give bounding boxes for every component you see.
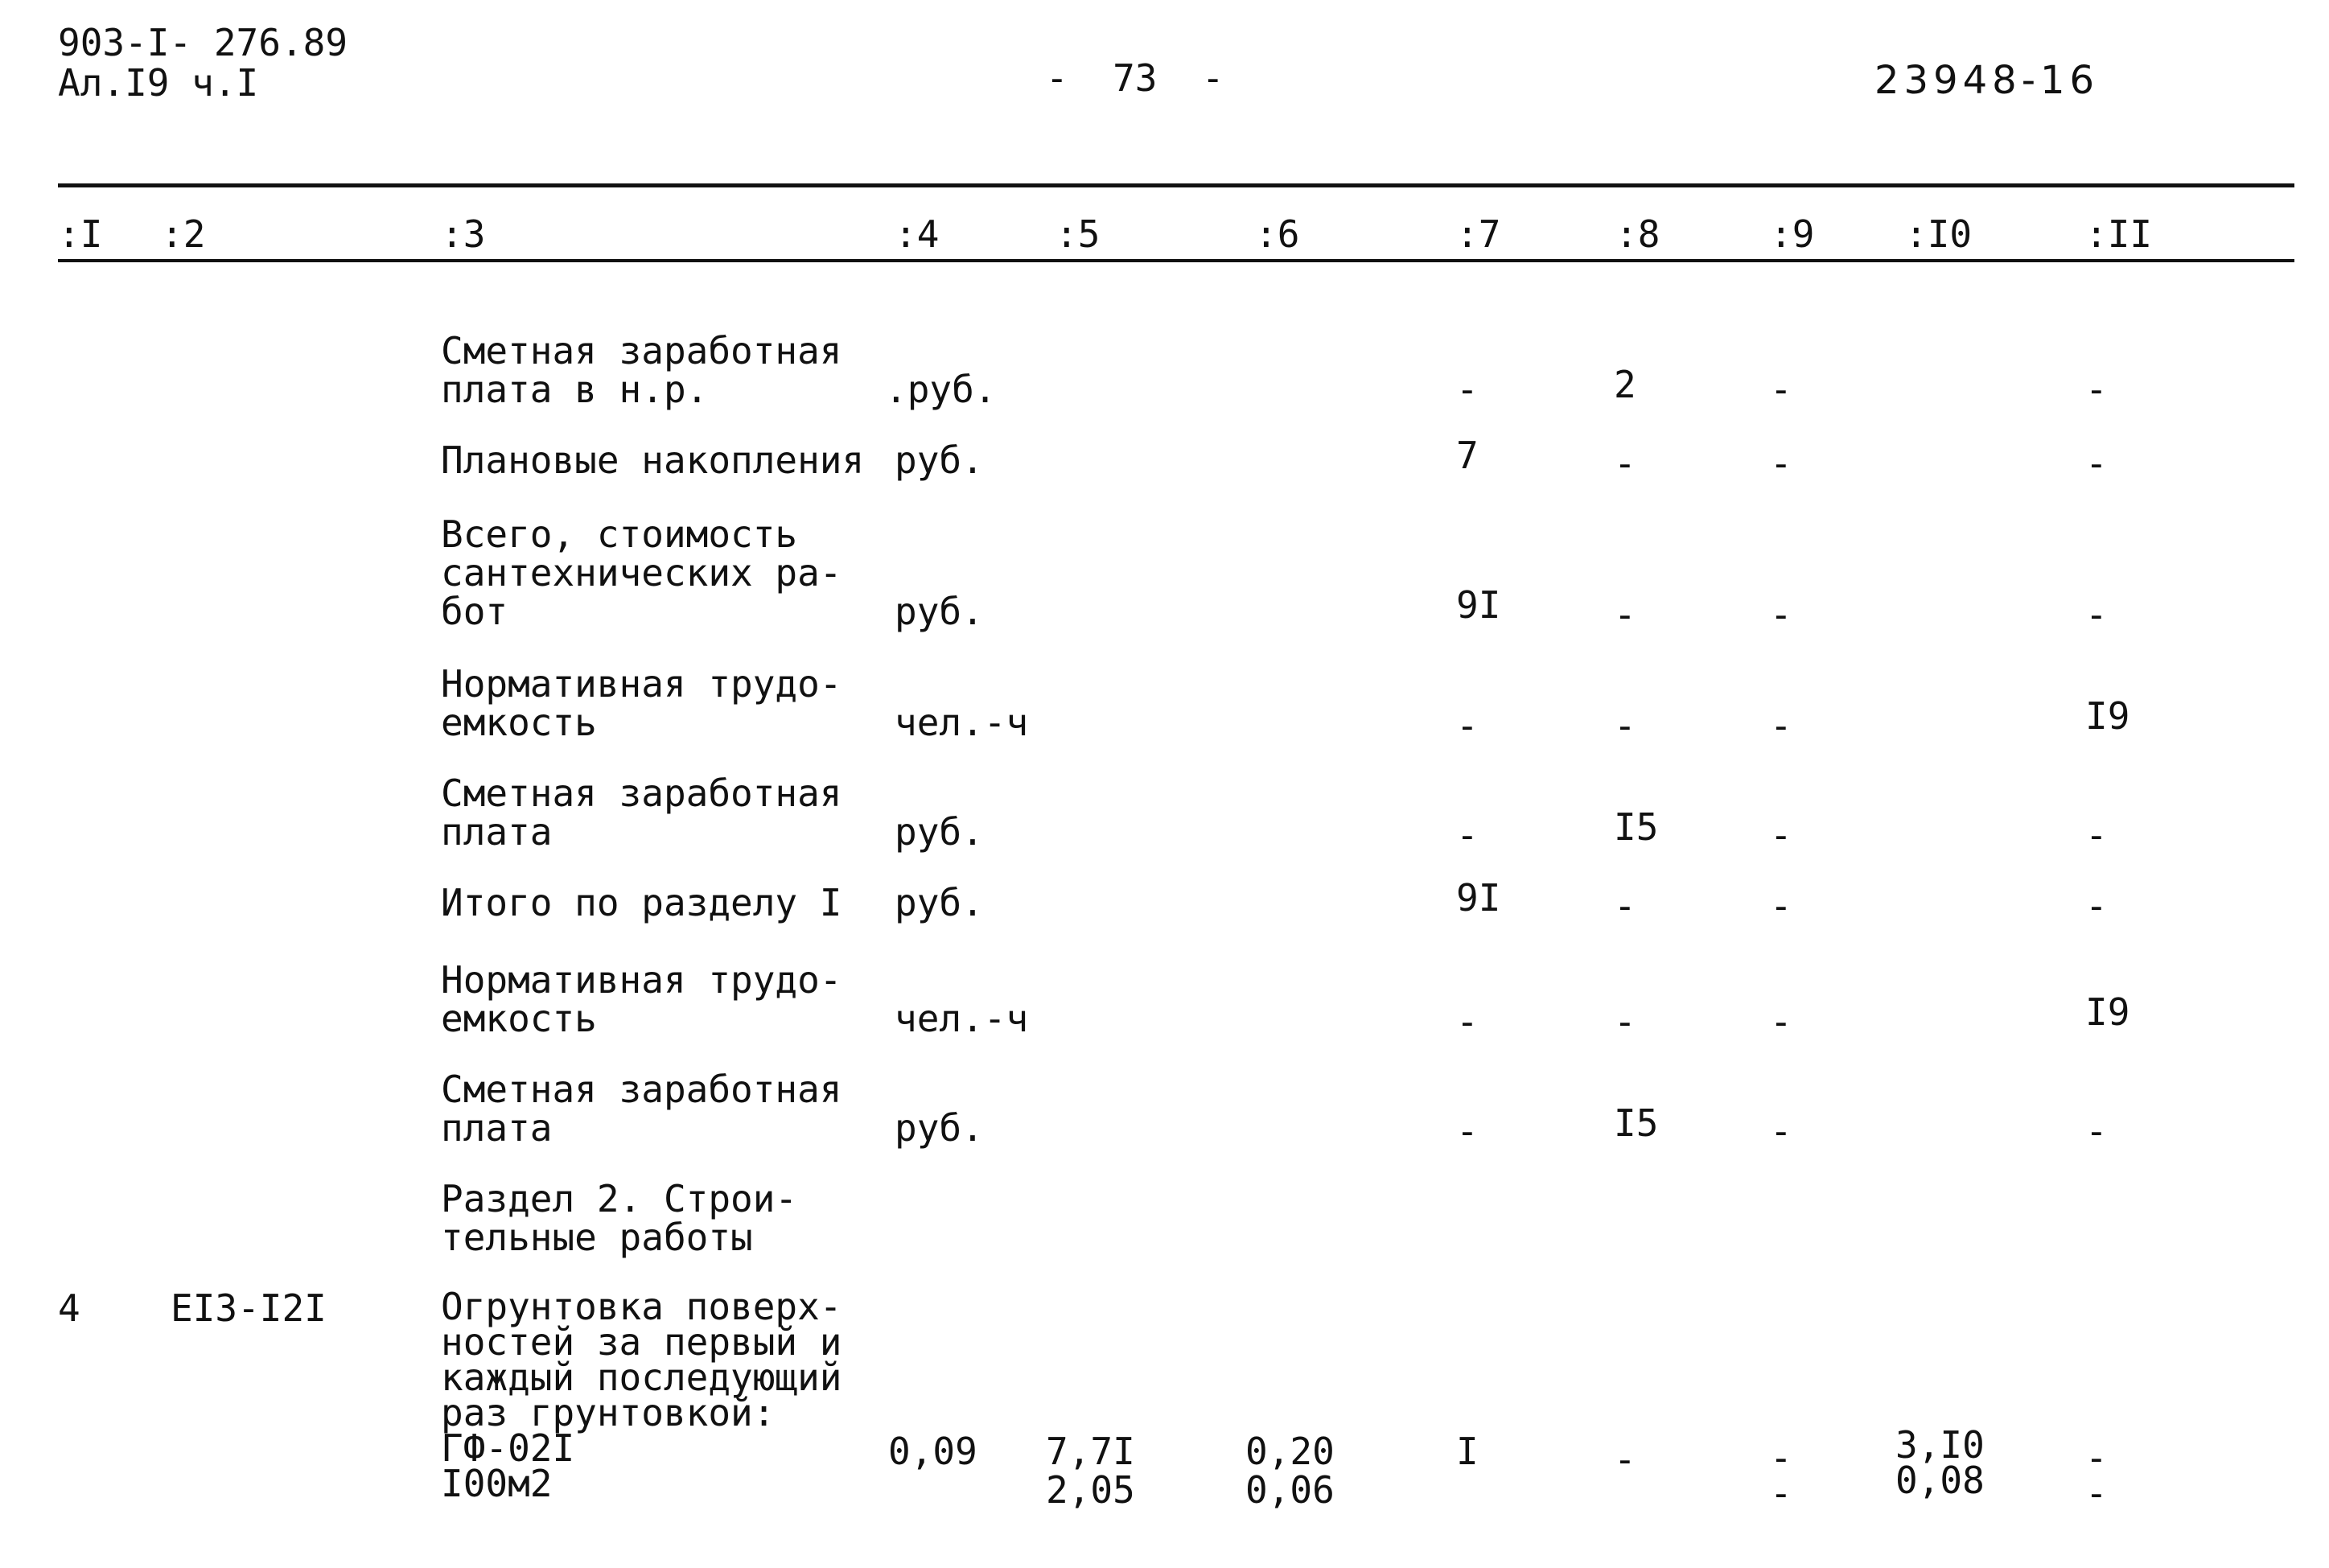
item-col4: 0,09 xyxy=(888,1430,977,1473)
row-unit: чел.-ч xyxy=(895,997,1029,1040)
item-col6: 0,20 0,06 xyxy=(1245,1430,1335,1512)
row-col11: - xyxy=(2085,368,2108,411)
column-header-6: :6 xyxy=(1255,212,1300,256)
page-number: - 73 - xyxy=(1046,56,1224,100)
row-col8: - xyxy=(1614,1000,1636,1043)
row-name: Нормативная трудо- емкость xyxy=(441,662,842,744)
row-col8: - xyxy=(1614,884,1636,928)
row-col8: - xyxy=(1614,704,1636,747)
row-col11: - xyxy=(2085,884,2108,928)
row-col11: - xyxy=(2085,442,2108,485)
top-rule xyxy=(58,183,2294,187)
item-col8: - xyxy=(1614,1438,1636,1481)
row-unit: руб. xyxy=(895,590,984,633)
row-col9: - xyxy=(1770,368,1792,411)
row-col11: - xyxy=(2085,593,2108,636)
section-title: Раздел 2. Строи- тельные работы xyxy=(441,1177,798,1259)
row-col7: - xyxy=(1456,368,1479,411)
row-col9: - xyxy=(1770,813,1792,857)
row-col8: I5 xyxy=(1614,1101,1659,1145)
row-col9: - xyxy=(1770,442,1792,485)
row-col7: 9I xyxy=(1456,876,1501,920)
row-col9: - xyxy=(1770,704,1792,747)
row-unit: руб. xyxy=(895,1106,984,1150)
row-unit: руб. xyxy=(895,438,984,482)
column-header-10: :I0 xyxy=(1905,212,1973,256)
row-unit: руб. xyxy=(895,881,984,924)
column-header-7: :7 xyxy=(1456,212,1501,256)
row-col11: - xyxy=(2085,813,2108,857)
row-col7: - xyxy=(1456,813,1479,857)
row-col9: - xyxy=(1770,884,1792,928)
row-name: Сметная заработная плата xyxy=(441,1068,842,1150)
row-name: Нормативная трудо- емкость xyxy=(441,958,842,1040)
column-header-11: :II xyxy=(2085,212,2153,256)
row-col8: - xyxy=(1614,442,1636,485)
column-header-3: :3 xyxy=(441,212,486,256)
item-number: 4 xyxy=(58,1286,80,1330)
item-col7: I xyxy=(1456,1430,1479,1473)
column-header-4: :4 xyxy=(895,212,940,256)
row-unit: .руб. xyxy=(885,368,997,411)
column-header-9: :9 xyxy=(1770,212,1815,256)
row-name: Плановые накопления xyxy=(441,438,865,482)
row-col8: 2 xyxy=(1614,363,1636,406)
sheet-reference: Ал.I9 ч.I xyxy=(58,61,259,105)
item-col5: 7,7I 2,05 xyxy=(1046,1430,1135,1512)
column-header-8: :8 xyxy=(1615,212,1660,256)
item-col11: - - xyxy=(2085,1436,2108,1515)
row-name: Всего, стоимость сантехнических ра- бот xyxy=(441,512,842,633)
row-unit: руб. xyxy=(895,810,984,854)
item-code: EI3-I2I xyxy=(171,1286,327,1330)
column-header-5: :5 xyxy=(1055,212,1101,256)
row-col8: - xyxy=(1614,593,1636,636)
row-name: Сметная заработная плата в н.р. xyxy=(441,329,842,411)
row-col11: I9 xyxy=(2085,990,2130,1034)
row-col7: - xyxy=(1456,1000,1479,1043)
row-col7: 7 xyxy=(1456,434,1479,477)
column-header-2: :2 xyxy=(161,212,206,256)
item-col10: 3,I0 0,08 xyxy=(1895,1423,1985,1502)
archive-number: 23948-16 xyxy=(1874,58,2100,103)
doc-code: 903-I- 276.89 xyxy=(58,21,348,64)
row-col7: - xyxy=(1456,704,1479,747)
column-header-1: :I xyxy=(58,212,103,256)
row-name: Сметная заработная плата xyxy=(441,772,842,854)
row-col9: - xyxy=(1770,1109,1792,1153)
header-bottom-rule xyxy=(58,259,2294,262)
row-col11: I9 xyxy=(2085,694,2130,738)
row-unit: чел.-ч xyxy=(895,701,1029,744)
item-col9: - - xyxy=(1770,1436,1792,1515)
row-col7: - xyxy=(1456,1109,1479,1153)
row-col9: - xyxy=(1770,593,1792,636)
row-col11: - xyxy=(2085,1109,2108,1153)
item-name: Огрунтовка поверх- ностей за первый и каждый последующий раз грунтовкой: ГФ-02I I00м2 xyxy=(441,1285,842,1505)
row-col8: I5 xyxy=(1614,805,1659,849)
row-col7: 9I xyxy=(1456,583,1501,627)
row-name: Итого по разделу I xyxy=(441,881,842,924)
row-col9: - xyxy=(1770,1000,1792,1043)
